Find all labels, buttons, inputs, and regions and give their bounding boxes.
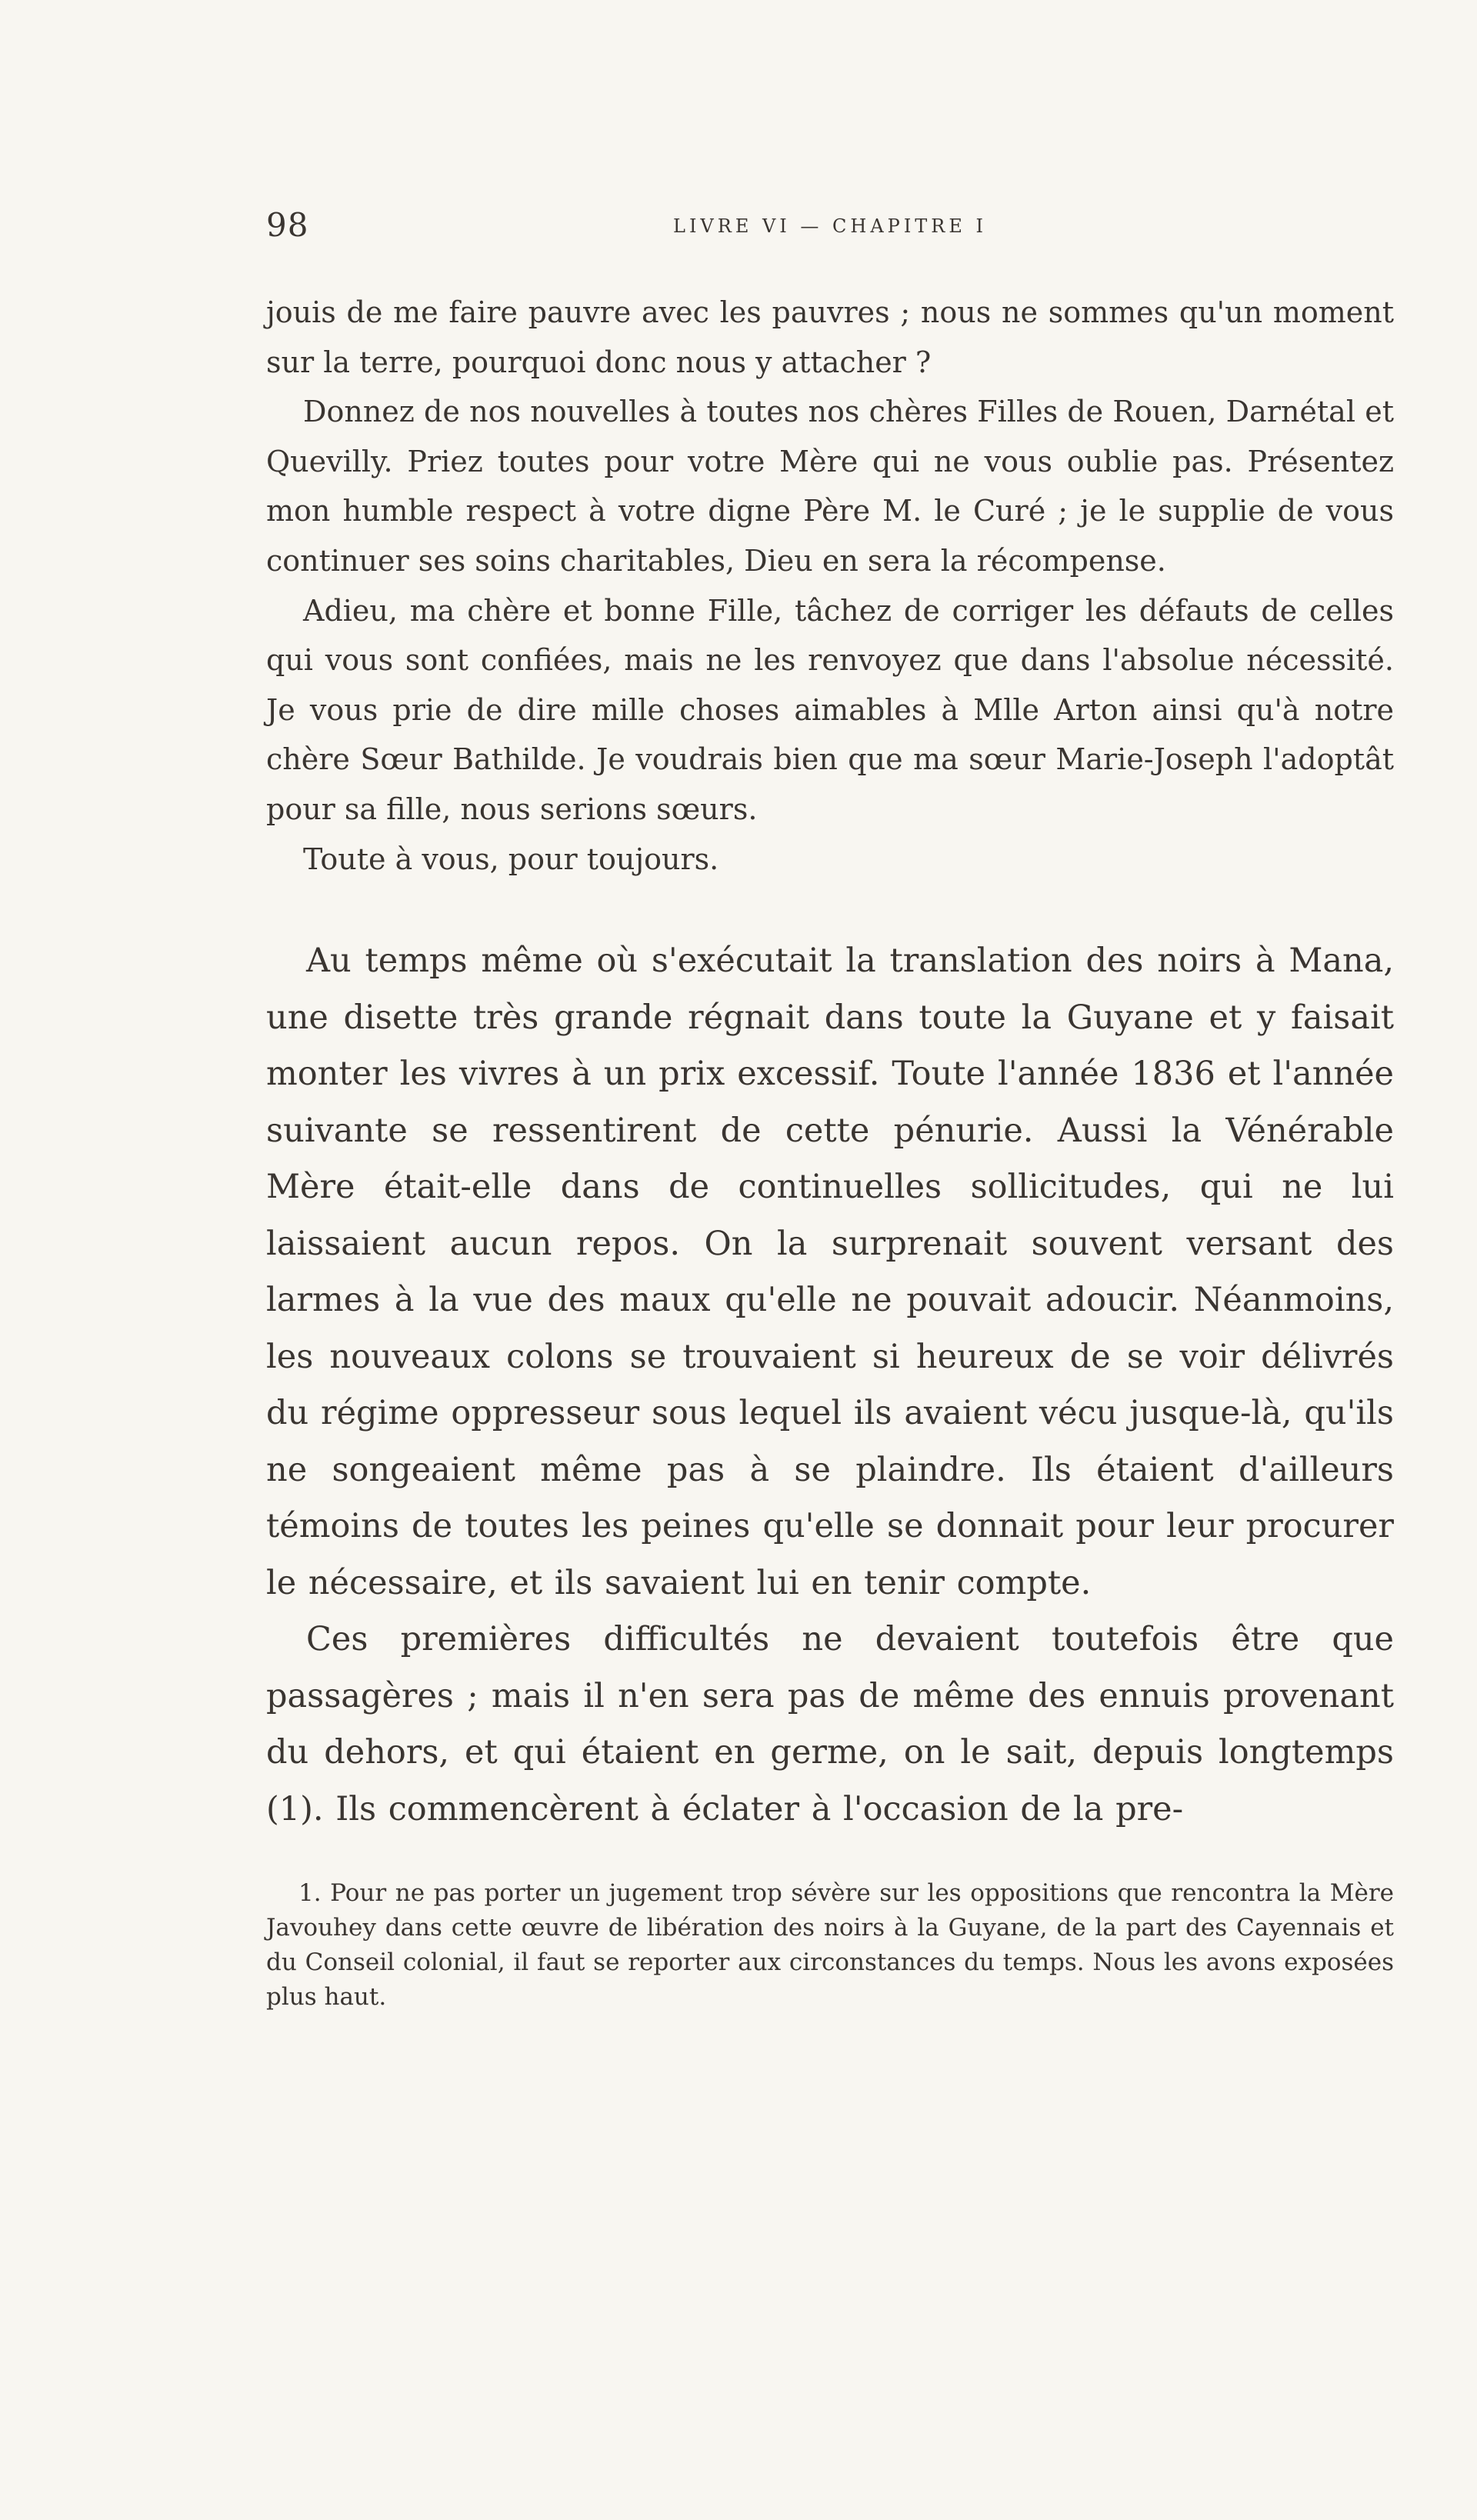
letter-paragraph: Adieu, ma chère et bonne Fille, tâchez de corriger les défauts de celles qui vous sont confiées, mais ne les renvoyez que dans l'absolue nécessité. Je vous prie de dire mille choses aimables à Mlle Arton ainsi qu'à notre chère Sœur Bathilde. Je voudrais bien que ma sœur Marie-Joseph l'adoptât pour sa fille, nous serions sœurs.: [266, 593, 1394, 826]
letter-paragraph: jouis de me faire pauvre avec les pauvres ; nous ne sommes qu'un moment sur la terre, pourquoi donc nous y attacher ?: [266, 295, 1394, 379]
page-header: [266, 206, 1394, 252]
letter-section: [266, 288, 1394, 884]
footnote: 1. Pour ne pas porter un jugement trop sévère sur les oppositions que rencontra la Mère Javouhey dans cette œuvre de libération des noirs à la Guyane, de la part des Cayennais et du Conseil colonial, il faut se reporter aux circonstances du temps. Nous les avons exposées plus haut.: [266, 1879, 1394, 2012]
running-head: LIVRE VI — CHAPITRE I: [673, 215, 987, 237]
letter-paragraph: Donnez de nos nouvelles à toutes nos chères Filles de Rouen, Darnétal et Quevilly. Priez toutes pour votre Mère qui ne vous oublie pas. Présentez mon humble respect à votre digne Père M. le Curé ; je le supplie de vous continuer ses soins charitables, Dieu en sera la récompense.: [266, 395, 1394, 578]
narrative-paragraph: Ces premières difficultés ne devaient toutefois être que passagères ; mais il n'en sera pas de même des ennuis provenant du dehors, et qui étaient en germe, on le sait, depuis longtemps (1). Ils commencèrent à éclater à l'occasion de la pre-: [266, 1620, 1394, 1828]
narrative-paragraph: Au temps même où s'exécutait la translation des noirs à Mana, une disette très grande régnait dans toute la Guyane et y faisait monter les vivres à un prix excessif. Toute l'année 1836 et l'année suivante se ressentirent de cette pénurie. Aussi la Vénérable Mère était-elle dans de continuelles sollicitudes, qui ne lui laissaient aucun repos. On la surprenait souvent versant des larmes à la vue des maux qu'elle ne pouvait adoucir. Néanmoins, les nouveaux colons se trouvaient si heureux de se voir délivrés du régime oppresseur sous lequel ils avaient vécu jusque-là, qu'ils ne songeaient même pas à se plaindre. Ils étaient d'ailleurs témoins de toutes les peines qu'elle se donnait pour leur procurer le nécessaire, et ils savaient lui en tenir compte.: [266, 942, 1394, 1602]
letter-closing: Toute à vous, pour toujours.: [303, 842, 719, 876]
footnotes: [266, 1876, 1394, 2015]
page-number: 98: [266, 206, 309, 244]
narrative-section: [266, 933, 1394, 1838]
text-block: [266, 288, 1394, 2015]
